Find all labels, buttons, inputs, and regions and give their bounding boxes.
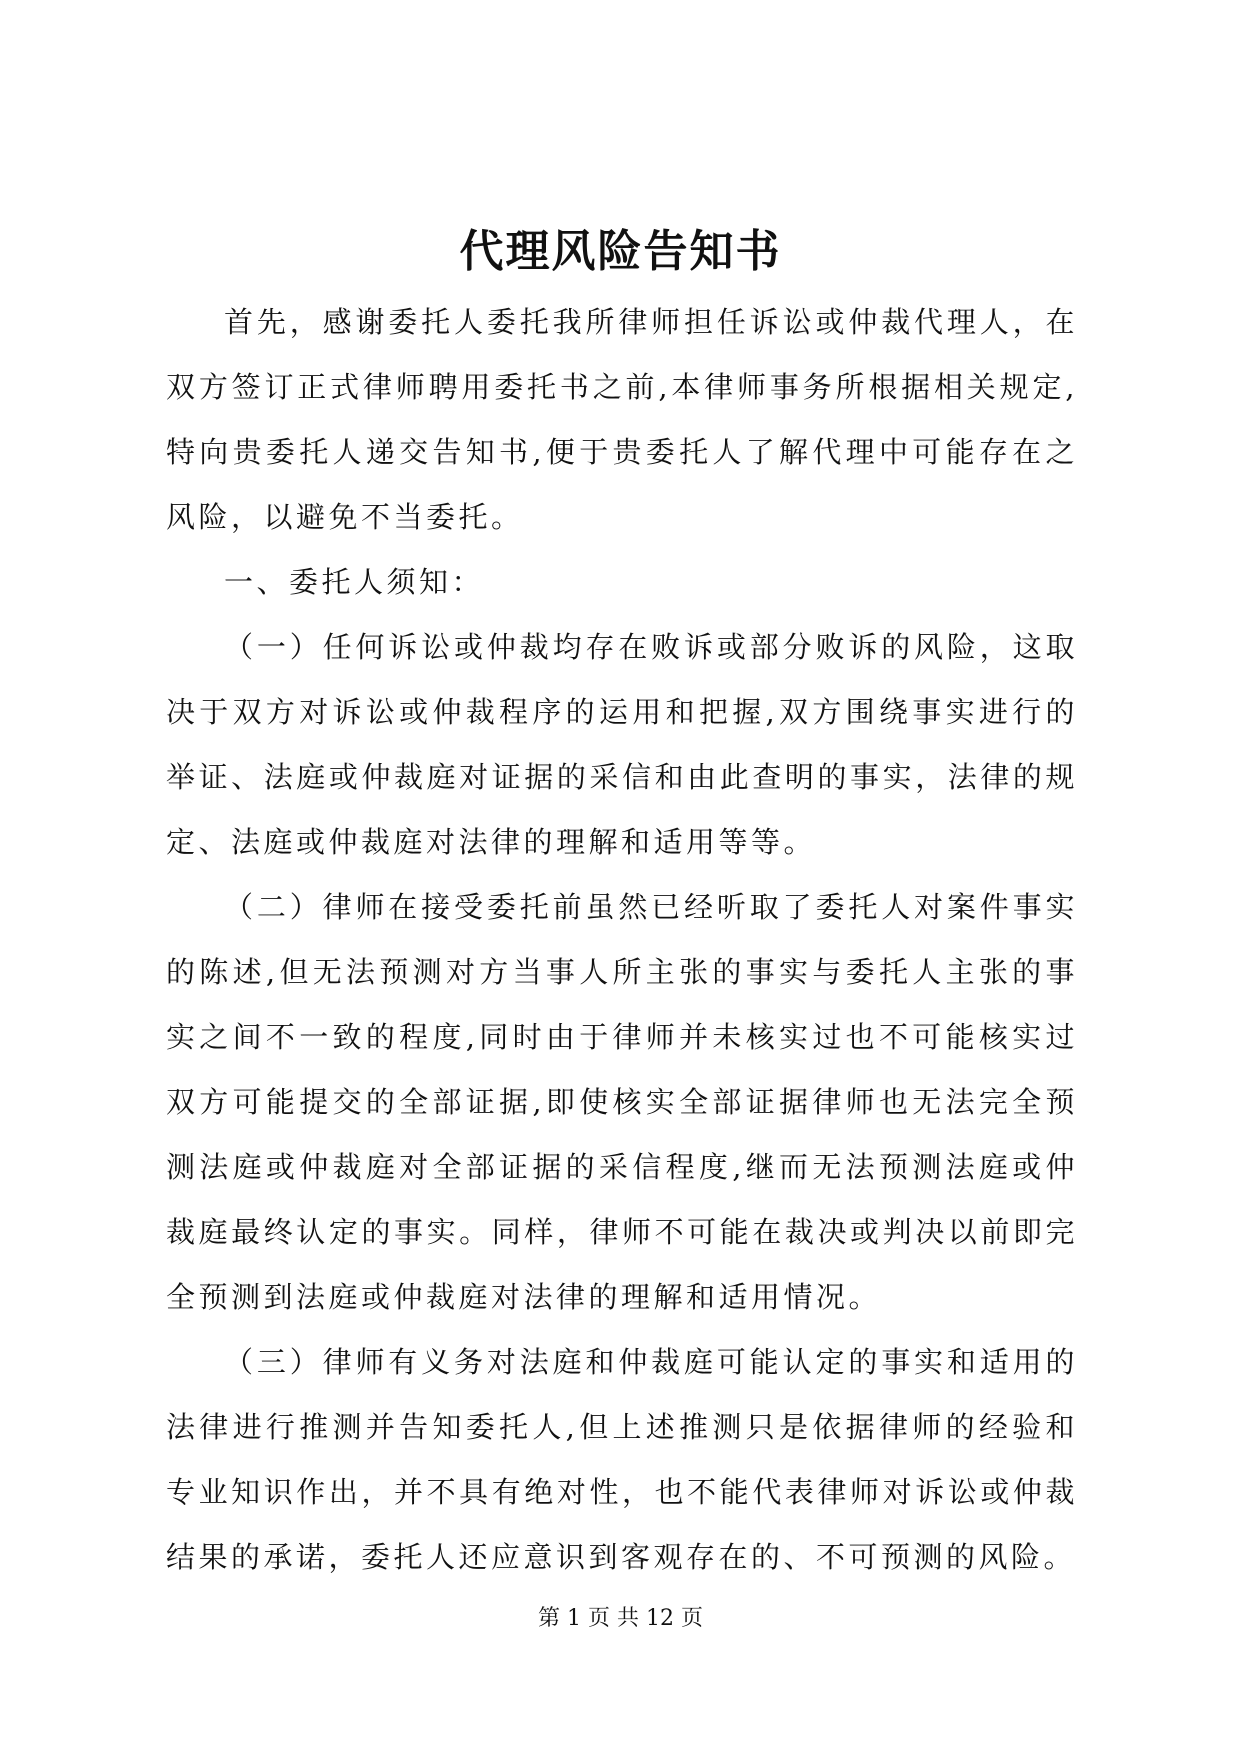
document-title: 代理风险告知书 (459, 226, 782, 277)
page-number-footer: 第 1 页 共 12 页 (538, 1606, 703, 1631)
paragraph-section-heading: 一、委托人须知： (224, 565, 485, 599)
paragraph-item-2: （二）律师在接受委托前虽然已经听取了委托人对案件事实的陈述,但无法预测对方当事人所主张的事实与委托人主张的事实之间不一致的程度,同时由于律师并未核实过也不可能核实过双方可能提交的全部证据,即使核实全部证据律师也无法完全预测法庭或仲裁庭对全部证据的采信程度,继而无法预测法庭或仲裁庭最终认定的事实。同样，律师不可能在裁决或判决以前即完全预测到法庭或仲裁庭对法律的理解和适用情况。 (166, 890, 1078, 1314)
document-body (166, 290, 1078, 1590)
paragraph-item-3: （三）律师有义务对法庭和仲裁庭可能认定的事实和适用的法律进行推测并告知委托人,但上述推测只是依据律师的经验和专业知识作出，并不具有绝对性，也不能代表律师对诉讼或仲裁结果的承诺，委托人还应意识到客观存在的、不可预测的风险。 (166, 1345, 1078, 1574)
paragraph-item-1: （一）任何诉讼或仲裁均存在败诉或部分败诉的风险，这取决于双方对诉讼或仲裁程序的运用和把握,双方围绕事实进行的举证、法庭或仲裁庭对证据的采信和由此查明的事实，法律的规定、法庭或仲裁庭对法律的理解和适用等等。 (166, 630, 1078, 859)
paragraph-intro: 首先，感谢委托人委托我所律师担任诉讼或仲裁代理人，在双方签订正式律师聘用委托书之前,本律师事务所根据相关规定,特向贵委托人递交告知书,便于贵委托人了解代理中可能存在之风险，以避免不当委托。 (166, 305, 1078, 534)
